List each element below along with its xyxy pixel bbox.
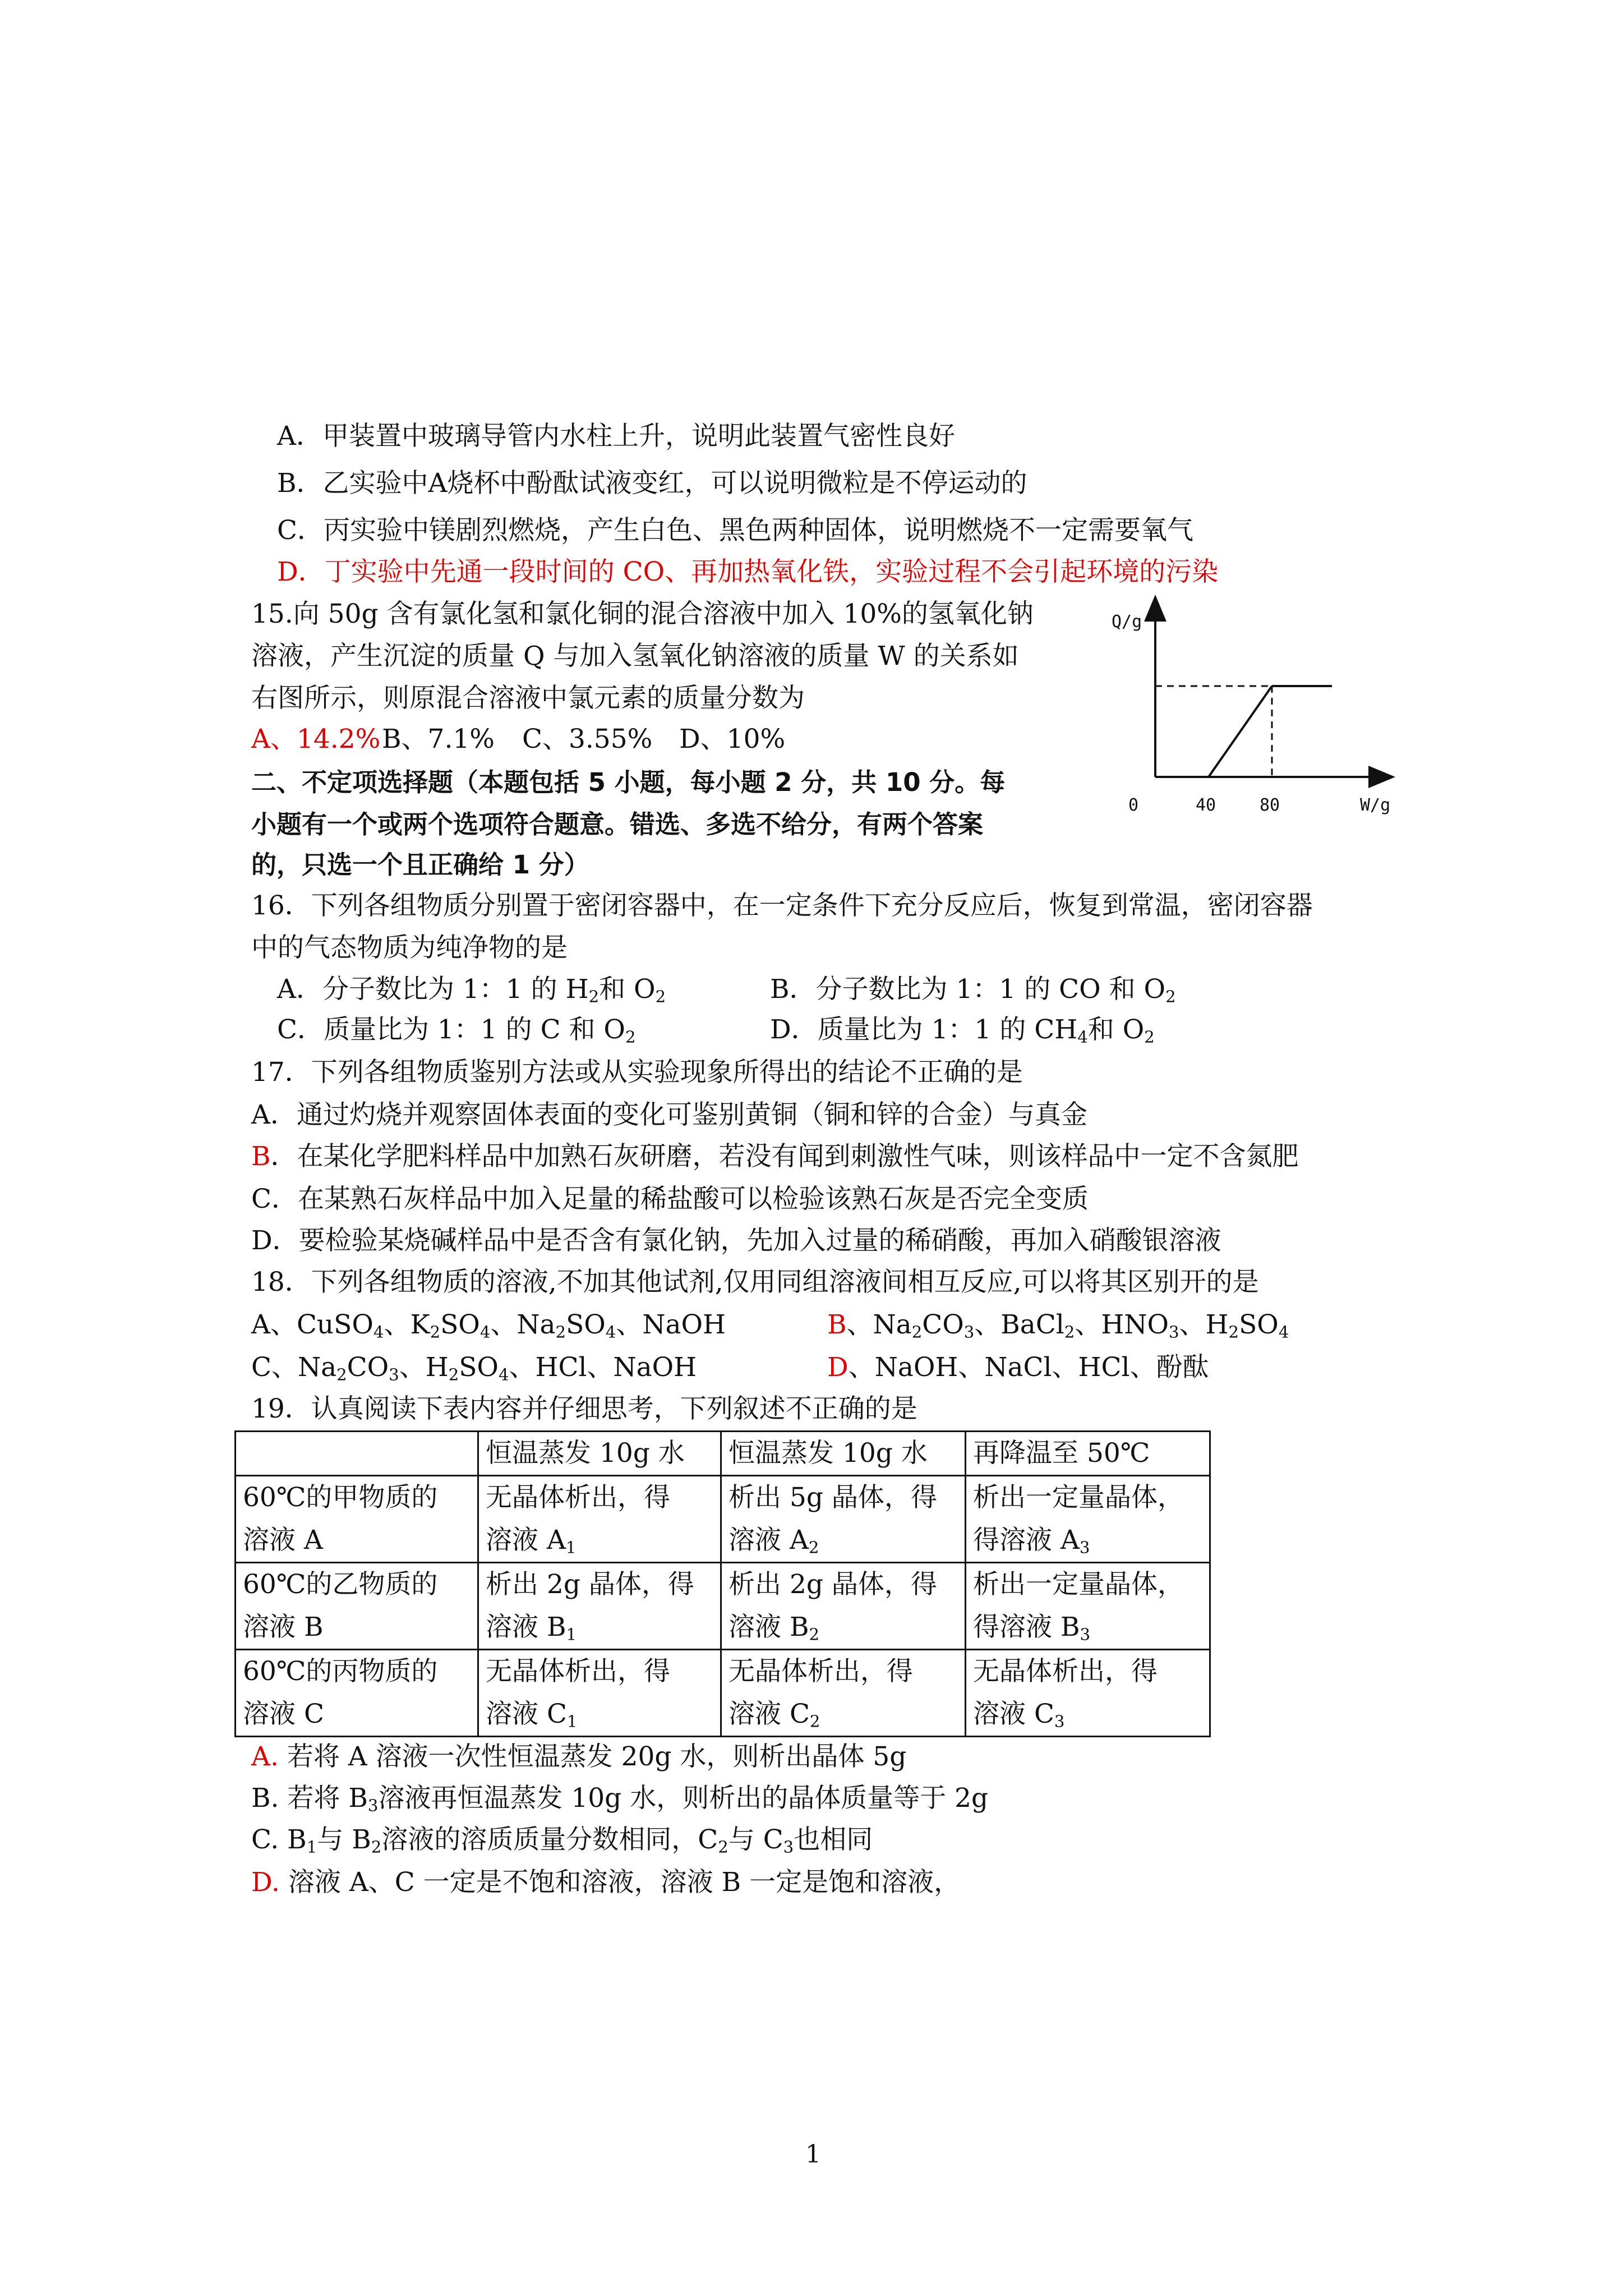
origin-label: 0 [1128, 795, 1139, 815]
table-cell: 60℃的甲物质的 溶液 A [236, 1476, 478, 1563]
table-cell: 析出 2g 晶体，得 溶液 $B_1$ [478, 1563, 721, 1650]
q15-option-d: D、10% [679, 724, 786, 754]
q15-option-b: B、7.1% [382, 724, 495, 754]
q15-stem-line3: 右图所示，则原混合溶液中氯元素的质量分数为 [251, 683, 805, 714]
x-axis-label: W/g [1360, 795, 1391, 815]
table-cell: 60℃的丙物质的 溶液 C [236, 1650, 478, 1737]
table-row [236, 1563, 1210, 1650]
table-cell: 析出 2g 晶体，得 溶液 $B_2$ [721, 1563, 966, 1650]
q15-options [251, 723, 786, 756]
q14-option-b: B．乙实验中A烧杯中酚酞试液变红，可以说明微粒是不停运动的 [277, 468, 1027, 499]
table-row [236, 1650, 1210, 1737]
q18-stem: 18．下列各组物质的溶液,不加其他试剂,仅用同组溶液间相互反应,可以将其区别开的是 [251, 1267, 1259, 1297]
data-line-rising [1209, 686, 1272, 777]
x-tick-80: 80 [1260, 795, 1280, 815]
q18-option-d: D、NaOH、NaCl、HCl、酚酞 [827, 1352, 1209, 1383]
table-header-cell: 恒温蒸发 10g 水 [478, 1432, 721, 1476]
q15-option-c: C、3.55% [522, 724, 653, 754]
table-cell: 析出一定量晶体， 得溶液 $B_3$ [966, 1563, 1210, 1650]
table-header-cell [236, 1432, 478, 1476]
q14-option-c: C．丙实验中镁剧烈燃烧，产生白色、黑色两种固体，说明燃烧不一定需要氧气 [277, 515, 1193, 546]
section2-line1: 二、不定项选择题（本题包括 5 小题，每小题 2 分，共 10 分。每 [251, 767, 1006, 797]
y-axis-label: Q/g [1112, 612, 1142, 632]
table-cell: 60℃的乙物质的 溶液 B [236, 1563, 478, 1650]
table-cell: 无晶体析出，得 溶液 $A_1$ [478, 1476, 721, 1563]
q19-option-c: C. $B_1$与 $B_2$溶液的溶质质量分数相同，$C_2$与 $C_3$也相同 [251, 1824, 873, 1857]
page-number: 1 [805, 2140, 821, 2169]
q16-option-a: A．分子数比为 1：1 的 $H_2$和 $O_2$ [277, 974, 666, 1006]
table-header-row [236, 1432, 1210, 1476]
q16-option-c: C．质量比为 1：1 的 C 和 $O_2$ [277, 1014, 636, 1047]
table-row [236, 1476, 1210, 1563]
q19-option-b: B. 若将 $B_3$溶液再恒温蒸发 10g 水，则析出的晶体质量等于 2g [251, 1783, 989, 1815]
table-cell: 析出 5g 晶体，得 溶液 $A_2$ [721, 1476, 966, 1563]
table-header-cell: 再降温至 50℃ [966, 1432, 1210, 1476]
q16-stem-line2: 中的气态物质为纯净物的是 [251, 932, 568, 963]
q16-option-b: B．分子数比为 1：1 的 CO 和 $O_2$ [770, 974, 1176, 1006]
q17-option-d: D．要检验某烧碱样品中是否含有氯化钠，先加入过量的稀硝酸，再加入硝酸银溶液 [251, 1225, 1221, 1256]
q19-table [234, 1430, 1211, 1737]
q15-stem-line2: 溶液，产生沉淀的质量 Q 与加入氢氧化钠溶液的质量 W 的关系如 [251, 641, 1019, 671]
q19-option-a: A. 若将 A 溶液一次性恒温蒸发 20g 水，则析出晶体 5g [251, 1741, 907, 1772]
q19-stem: 19．认真阅读下表内容并仔细思考，下列叙述不正确的是 [251, 1393, 917, 1424]
q18-option-b: B、$Na_2CO_3$、BaCl$_2$、$HNO_3$、$H_2SO_4$ [827, 1309, 1289, 1342]
q15-option-a: A、14.2% [251, 724, 381, 754]
q15-graph [1112, 595, 1441, 819]
table-cell: 析出一定量晶体， 得溶液 $A_3$ [966, 1476, 1210, 1563]
q16-option-d: D．质量比为 1：1 的 $CH_4$和 $O_2$ [770, 1014, 1155, 1047]
q17-option-b: B．在某化学肥料样品中加熟石灰研磨，若没有闻到刺激性气味，则该样品中一定不含氮肥 [251, 1141, 1299, 1172]
q15-stem-line1: 15.向 50g 含有氯化氢和氯化铜的混合溶液中加入 10%的氢氧化钠 [251, 599, 1034, 629]
q18-option-c: C、$Na_2CO_3$、$H_2SO_4$、HCl、NaOH [251, 1352, 697, 1384]
q14-option-a: A．甲装置中玻璃导管内水柱上升，说明此装置气密性良好 [277, 421, 955, 452]
q17-option-c: C．在某熟石灰样品中加入足量的稀盐酸可以检验该熟石灰是否完全变质 [251, 1184, 1089, 1214]
q16-stem-line1: 16．下列各组物质分别置于密闭容器中，在一定条件下充分反应后，恢复到常温，密闭容器 [251, 890, 1313, 921]
q17-option-a: A．通过灼烧并观察固体表面的变化可鉴别黄铜（铜和锌的合金）与真金 [251, 1099, 1087, 1130]
x-tick-40: 40 [1196, 795, 1216, 815]
table-cell: 无晶体析出，得 溶液 $C_1$ [478, 1650, 721, 1737]
section2-line3: 的，只选一个且正确给 1 分） [251, 850, 589, 880]
table-cell: 无晶体析出，得 溶液 $C_2$ [721, 1650, 966, 1737]
q14-option-d: D．丁实验中先通一段时间的 CO、再加热氧化铁，实验过程不会引起环境的污染 [277, 556, 1219, 587]
q17-stem: 17．下列各组物质鉴别方法或从实验现象所得出的结论不正确的是 [251, 1057, 1023, 1088]
q19-option-d: D. 溶液 A、C 一定是不饱和溶液，溶液 B 一定是饱和溶液， [251, 1867, 961, 1898]
table-cell: 无晶体析出，得 溶液 $C_3$ [966, 1650, 1210, 1737]
section2-line2: 小题有一个或两个选项符合题意。错选、多选不给分，有两个答案 [251, 809, 984, 839]
q18-option-a: A、CuSO$_4$、$K_2SO_4$、$Na_2SO_4$、NaOH [251, 1309, 726, 1342]
table-header-cell: 恒温蒸发 10g 水 [721, 1432, 966, 1476]
